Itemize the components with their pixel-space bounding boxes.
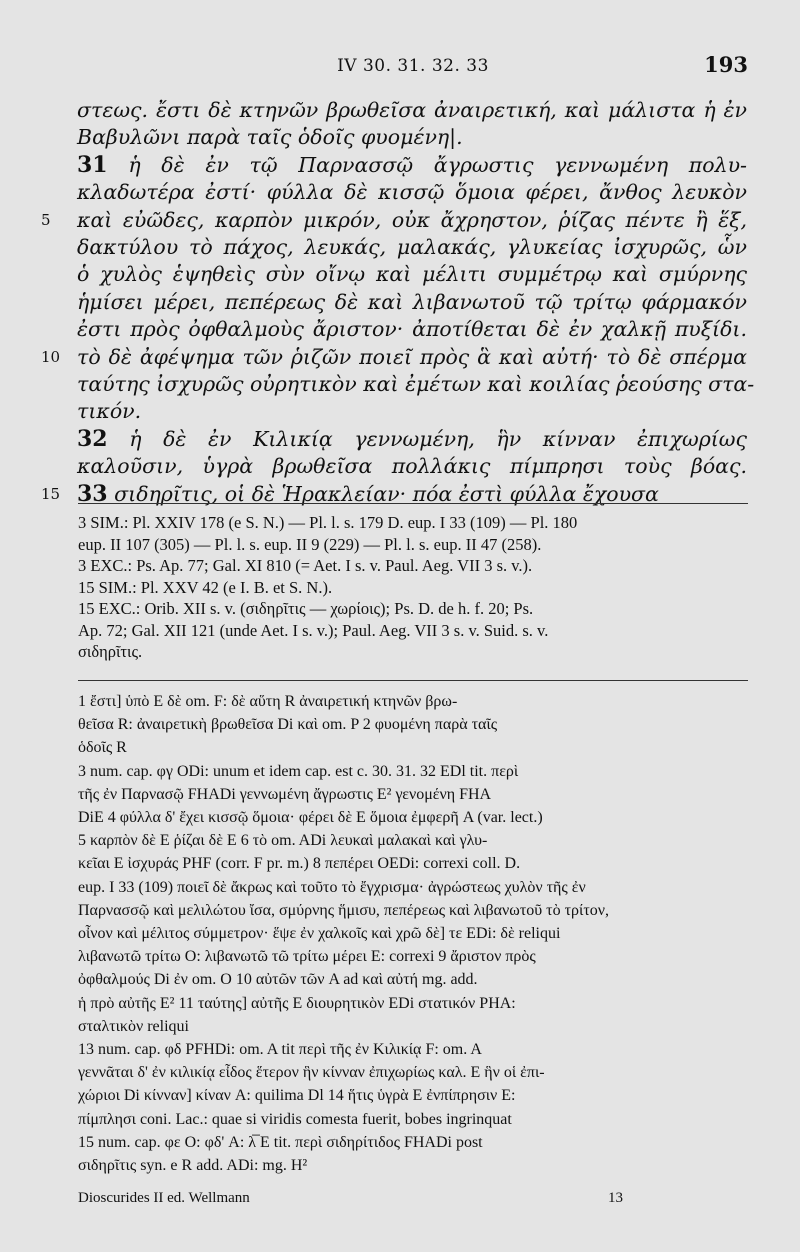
- line-text: καλοῦσιν, ὑγρὰ βρωθεῖσα πολλάκις πίμπρησι τοὺς βόας.: [77, 454, 747, 479]
- critical-line: ὀφθαλμούς Di ἐν om. O 10 αὐτῶν τῶν A ad καὶ αὐτή mg. add.: [78, 971, 478, 989]
- line-number: 15: [41, 484, 61, 503]
- text-line: [77, 315, 747, 343]
- apparatus-line: 3 SIM.: Pl. XXIV 178 (e S. N.) — Pl. l. s. 179 D. eup. I 33 (109) — Pl. 180: [78, 513, 578, 532]
- line-text: κλαδωτέρα ἐστί· φύλλα δὲ κισσῷ ὅμοια φέρει, ἄνθος λευκὸν: [77, 180, 747, 205]
- apparatus-line: 3 EXC.: Ps. Ap. 77; Gal. XI 810 (= Aet. I s. v. Paul. Aeg. VII 3 s. v.).: [78, 556, 533, 575]
- critical-line: 15 num. cap. φε O: φδ' A: λ̅ E tit. περὶ σιδηρίτιδος FHADi post: [78, 1133, 483, 1151]
- critical-line: πίμπλησι coni. Lac.: quae si viridis comesta fuerit, bobes ingrinquat: [78, 1110, 512, 1128]
- text-line: [77, 425, 747, 453]
- line-text: ἡ δὲ ἐν τῷ Παρνασσῷ ἄγρωστις γεννωμένη πολυ-: [128, 152, 747, 177]
- text-line: [77, 123, 747, 151]
- text-line: [77, 260, 747, 288]
- line-text: ταύτης ἰσχυρῶς οὐρητικὸν καὶ ἐμέτων καὶ κοιλίας ῥεούσης στα-: [77, 372, 755, 396]
- critical-apparatus: [78, 690, 748, 1180]
- critical-line: eup. I 33 (109) ποιεῖ δὲ ἄκρως καὶ τοῦτο τὸ ἔγχρισμα· ἀγρώστεως χυλὸν τῆς ἐν: [78, 878, 586, 896]
- line-text: στεως. ἔστι δὲ κτηνῶν βρωθεῖσα ἀναιρετική, καὶ μάλιστα ἡ ἐν: [77, 98, 747, 122]
- apparatus-line: Ap. 72; Gal. XII 121 (unde Aet. I s. v.); Paul. Aeg. VII 3 s. v. Suid. s. v.: [78, 620, 549, 640]
- critical-line: χώριοι Di κίνναν] κίναν A: quilima Dl 14 ἥτις ὑγρὰ E ἐνπίπρησιν E:: [78, 1087, 516, 1105]
- critical-line: 3 num. cap. φγ ODi: unum et idem cap. est c. 30. 31. 32 EDl tit. περὶ: [78, 762, 519, 780]
- critical-line: 1 ἔστι] ὑπὸ E δὲ om. F: δὲ αὕτη R ἀναιρετική κτηνῶν βρω-: [78, 693, 458, 710]
- footer-signature: 13: [608, 1190, 623, 1206]
- line-text: ὁ χυλὸς ἑψηθεὶς σὺν οἴνῳ καὶ μέλιτι συμμέτρῳ καὶ σμύρνης: [77, 262, 747, 287]
- page-header: [78, 52, 748, 82]
- critical-line: τῆς ἐν Παρνασῷ FHADi γεννωμένη ἄγρωστις E² γενομένη FHA: [78, 785, 492, 803]
- critical-line: DiE 4 φύλλα δ' ἔχει κισσῷ ὅμοια· φέρει δὲ E ὅμοια ἐμφερῆ A (var. lect.): [78, 809, 543, 826]
- apparatus-line: 15 SIM.: Pl. XXV 42 (e I. B. et S. N.).: [78, 577, 333, 597]
- critical-line: γεννᾶται δ' ἐν κιλικίᾳ εἶδος ἕτερον ἣν κίνναν ἐπιχωρίως καλ. E ἣν οἱ ἐπι-: [78, 1064, 545, 1082]
- running-head: IV 30. 31. 32. 33: [337, 56, 489, 76]
- line-text: δακτύλου τὸ πάχος, λευκάς, μαλακάς, γλυκείας ἰσχυρῶς, ὧν: [77, 235, 747, 259]
- text-line: [77, 96, 747, 124]
- text-line: [77, 370, 755, 398]
- critical-line: οἶνον καὶ μέλιτος σύμμετρον· ἕψε ἐν χαλκοῖς καὶ χρῶ δὲ] τε EDi: δὲ reliqui: [78, 925, 561, 942]
- critical-line: Παρνασσῷ καὶ μελιλώτου ἴσα, σμύρνης ἥμισυ, πεπέρεως καὶ λιβανωτοῦ τὸ τρίτον,: [78, 901, 609, 919]
- critical-line: 13 num. cap. φδ PFHDi: om. A tit περὶ τῆς ἐν Κιλικίᾳ F: om. A: [78, 1041, 482, 1058]
- footer-edition: Dioscurides II ed. Wellmann: [78, 1190, 250, 1206]
- critical-line: κεῖαι E ἰσχυράς PHF (corr. F pr. m.) 8 πεπέρει OEDi: correxi coll. D.: [78, 855, 521, 873]
- text-line: [77, 452, 747, 480]
- text-line: [77, 233, 747, 261]
- apparatus-line: 15 EXC.: Orib. XII s. v. (σιδηρῖτις — χωρίοις); Ps. D. de h. f. 20; Ps.: [78, 599, 534, 618]
- text-line: [77, 178, 747, 206]
- line-number: 5: [41, 210, 51, 229]
- critical-line: 5 καρπὸν δὲ E ῥίζαι δὲ E 6 τὸ om. ADi λευκαὶ μαλακαὶ καὶ γλυ-: [78, 832, 488, 850]
- apparatus-line: eup. II 107 (305) — Pl. l. s. eup. II 9 (229) — Pl. l. s. eup. II 47 (258).: [78, 534, 542, 554]
- critical-rule: [78, 680, 748, 681]
- critical-line: σιδηρῖτις syn. e R add. ADi: mg. H²: [78, 1157, 308, 1174]
- text-line: [41, 343, 747, 371]
- critical-line: ὁδοῖς R: [78, 739, 127, 757]
- text-line: [77, 397, 747, 425]
- critical-line: λιβανωτῶ τρίτω O: λιβανωτῶ τῶ τρίτω μέρει E: correxi 9 ἄριστον πρὸς: [78, 948, 536, 966]
- line-text: τὸ δὲ ἀφέψημα τῶν ῥιζῶν ποιεῖ πρὸς ἃ καὶ αὐτή· τὸ δὲ σπέρμα: [77, 344, 747, 369]
- critical-line: ἡ πρὸ αὐτῆς E² 11 ταύτης] αὐτῆς E διουρητικὸν EDi στατικόν PHA:: [78, 994, 516, 1012]
- line-text: σιδηρῖτις, οἱ δὲ Ἡρακλείαν· πόα ἐστὶ φύλλα ἔχουσα: [114, 481, 659, 506]
- apparatus-rule: [78, 503, 748, 504]
- text-line: [77, 151, 747, 179]
- critical-line: σταλτικὸν reliqui: [78, 1017, 189, 1035]
- apparatus-line: σιδηρῖτις.: [78, 642, 143, 661]
- sources-apparatus: [78, 512, 748, 672]
- text-line: [41, 206, 747, 234]
- line-text: καὶ εὐῶδες, καρπὸν μικρόν, οὐκ ἄχρηστον, ῥίζας πέντε ἢ ἕξ,: [77, 207, 747, 232]
- line-number: 10: [41, 347, 61, 366]
- chapter-number: 32: [77, 425, 108, 452]
- line-text: ἡμίσει μέρει, πεπέρεως δὲ καὶ λιβανωτοῦ τῷ τρίτῳ φάρμακόν: [77, 289, 747, 314]
- line-text: τικόν.: [77, 399, 142, 424]
- line-text: Βαβυλῶνι παρὰ ταῖς ὁδοῖς φυομένη|.: [77, 125, 463, 150]
- line-text: ἡ δὲ ἐν Κιλικίᾳ γεννωμένη, ἣν κίνναν ἐπιχωρίως: [129, 426, 747, 451]
- chapter-number: 33: [77, 480, 108, 507]
- main-text: [41, 96, 755, 516]
- page-footer: [78, 1190, 748, 1214]
- chapter-number: 31: [77, 151, 108, 178]
- critical-line: θεῖσα R: ἀναιρετικὴ βρωθεῖσα Di καὶ om. P 2 φυομένη παρὰ ταῖς: [78, 716, 498, 734]
- text-line: [77, 288, 747, 316]
- line-text: ἐστι πρὸς ὀφθαλμοὺς ἄριστον· ἀποτίθεται δὲ ἐν χαλκῇ πυξίδι.: [77, 317, 747, 342]
- page-number: 193: [704, 52, 748, 77]
